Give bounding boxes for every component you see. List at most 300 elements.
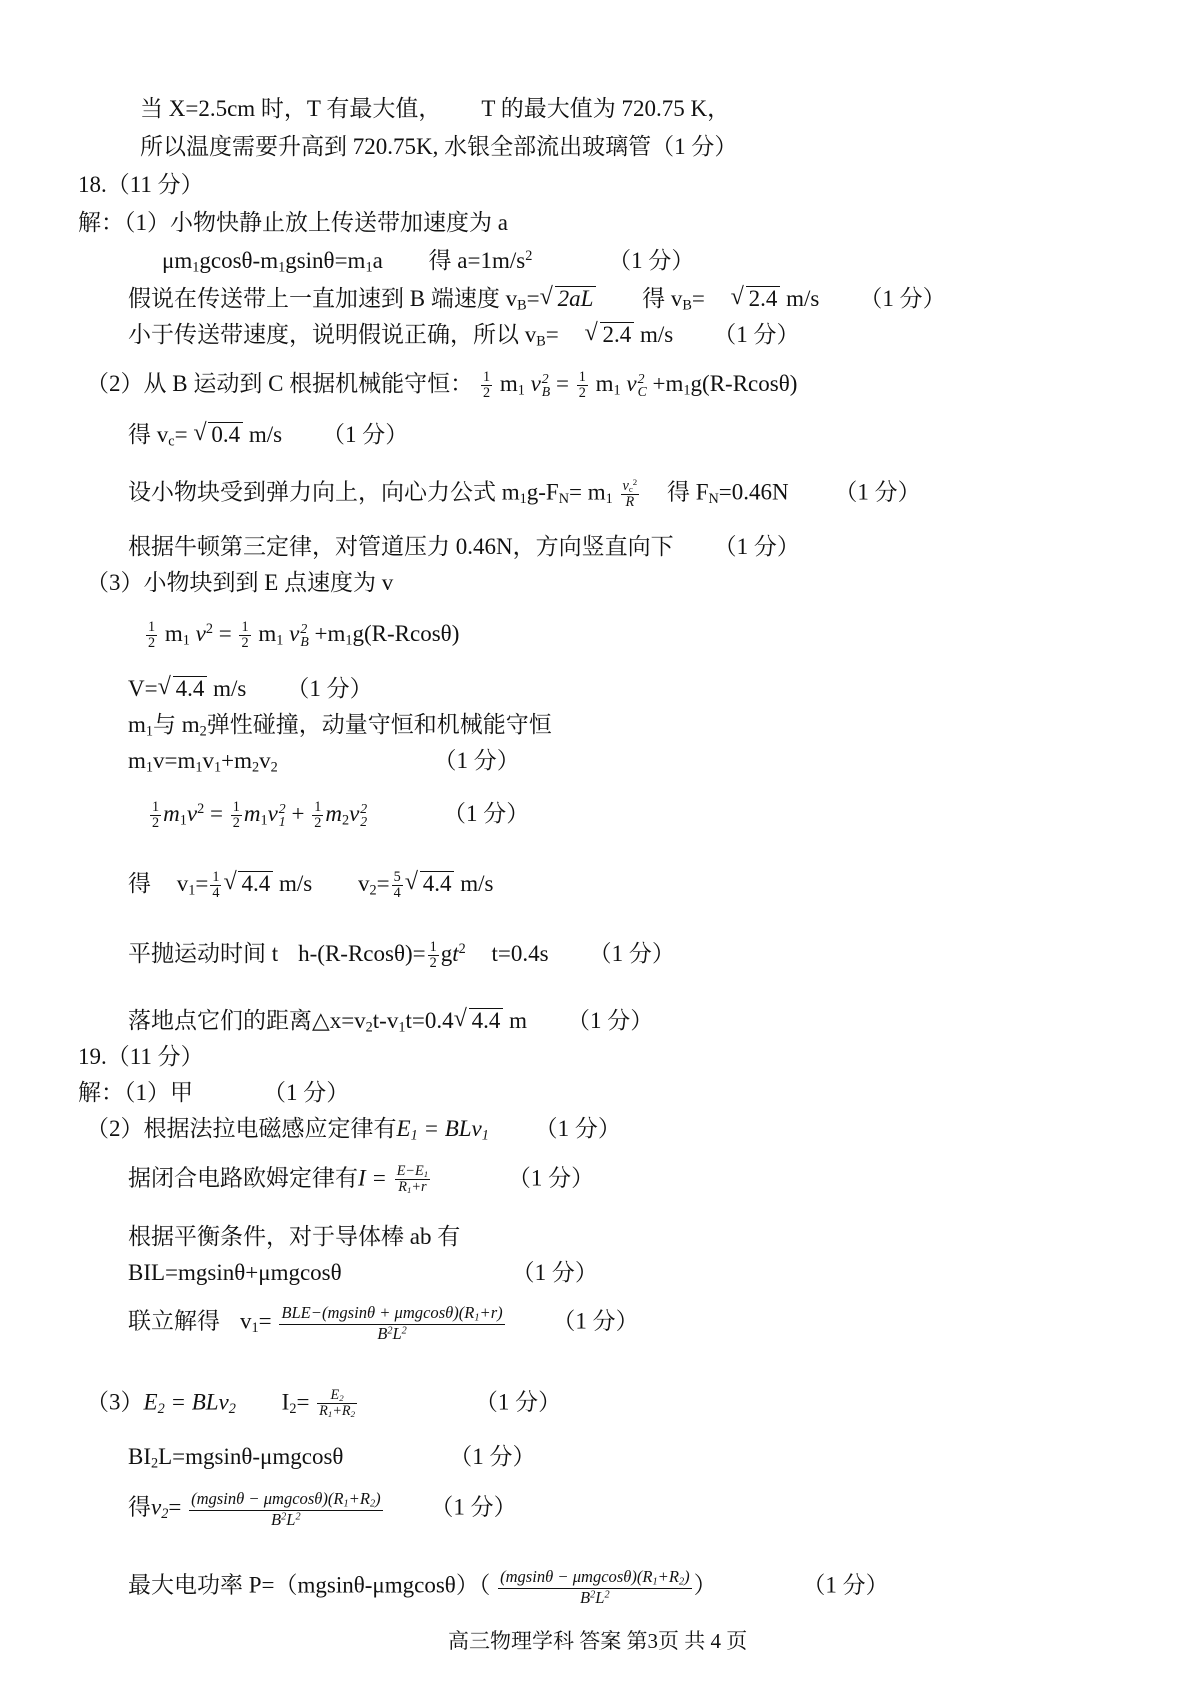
- square-root: [454, 1008, 504, 1033]
- text: ）: [693, 1572, 717, 1598]
- superscript: 2: [590, 1589, 596, 1601]
- subscript: N: [558, 491, 570, 507]
- equation-line: [128, 1164, 594, 1196]
- subscript: c: [168, 433, 175, 450]
- text: +r): [479, 1303, 503, 1322]
- score: （1 分）: [263, 1080, 350, 1105]
- text: L=mgsinθ-μmgcosθ: [158, 1444, 344, 1469]
- subscript: 1: [179, 812, 187, 829]
- text: = m: [569, 479, 606, 505]
- superscript: 2: [401, 1325, 407, 1337]
- text: L: [286, 1510, 296, 1530]
- text: m: [128, 748, 146, 773]
- subscript: 1: [406, 1185, 412, 1196]
- subscript: 2: [157, 1400, 165, 1417]
- score: （1 分）: [713, 534, 800, 559]
- radicand: 4.4: [173, 676, 208, 701]
- subscript: 1: [423, 1169, 429, 1180]
- subscript: N: [708, 491, 719, 507]
- subscript: 2: [341, 812, 350, 829]
- sub-superscript: [279, 802, 286, 828]
- text: 当 X=2.5cm 时，T 有最大值，: [140, 96, 442, 121]
- subscript: 1: [195, 759, 203, 776]
- text: 得 v: [642, 286, 683, 311]
- subscript: 1: [278, 259, 286, 276]
- variable: I =: [358, 1165, 387, 1191]
- subscript: 1: [260, 812, 268, 829]
- subscript: B: [300, 634, 309, 650]
- fraction: [231, 800, 242, 831]
- text: 假说在传送带上一直加速到 B 端速度 v: [128, 286, 518, 311]
- text: 最大电功率 P=（mgsinθ-μmgcosθ）（: [128, 1572, 491, 1598]
- equation-line: $\frac{1}{2}$ $m_1v^2$ = $\frac{1}{2}$ $m_1v$ 2 1 + $\frac{1}{2}$ $m_2v$ 2 2 （1 分）: [152, 799, 530, 831]
- fraction: [189, 1490, 383, 1529]
- radicand: 0.4: [208, 422, 243, 447]
- sub-superscript: [360, 802, 367, 828]
- text: BI: [128, 1444, 151, 1469]
- equation-line: [86, 370, 797, 401]
- radicand: 4.4: [420, 871, 455, 896]
- text: +m: [221, 748, 253, 773]
- equation-line: [144, 620, 459, 651]
- text-line: （3）小物块到到 E 点速度为 v: [86, 570, 394, 595]
- subscript: 1: [343, 1498, 349, 1510]
- text: m: [595, 370, 614, 396]
- text: +R: [348, 1489, 370, 1508]
- subscript: 2: [270, 759, 278, 776]
- text-line: [140, 96, 730, 121]
- text: I: [281, 1389, 290, 1415]
- subscript: 1: [481, 1127, 489, 1144]
- subscript: 1: [145, 723, 154, 740]
- text: 小于传送带速度，说明假说正确，所以 v: [128, 322, 537, 347]
- unit: m/s: [460, 870, 494, 896]
- variable: m: [243, 800, 261, 826]
- numerator: [317, 1388, 357, 1404]
- text: =: [174, 422, 188, 447]
- numerator: 1: [482, 369, 491, 385]
- unit: m/s: [640, 322, 674, 347]
- equation-line: [128, 478, 921, 510]
- text: R: [319, 1403, 328, 1420]
- text: m: [128, 712, 146, 737]
- superscript: 2: [632, 477, 638, 487]
- subscript: 1: [517, 382, 525, 399]
- subscript: 1: [145, 759, 154, 776]
- text: 与 m: [153, 712, 200, 737]
- numerator: [395, 1164, 430, 1180]
- text-line: [128, 712, 552, 740]
- text: v=m: [153, 748, 196, 773]
- radicand: 2.4: [746, 286, 781, 311]
- score: （1 分）: [552, 1308, 639, 1334]
- numerator: 1: [152, 799, 160, 815]
- page-footer: 高三物理学科 答案 第3页 共 4 页: [448, 1629, 748, 1653]
- fraction: [392, 870, 403, 901]
- numerator: [189, 1490, 383, 1511]
- score: （1 分）: [834, 479, 921, 505]
- denominator: [395, 1180, 430, 1195]
- text: =: [195, 870, 209, 896]
- text: v: [176, 870, 189, 896]
- denominator: [498, 1589, 692, 1606]
- text: gsinθ=m: [285, 248, 366, 273]
- equation-line: [128, 1008, 653, 1036]
- subscript: 2: [678, 1576, 685, 1588]
- numerator: [498, 1568, 692, 1589]
- unit: m/s: [213, 676, 247, 701]
- subscript: 2: [289, 1400, 297, 1417]
- text: 据闭合电路欧姆定律有: [128, 1165, 358, 1191]
- variable: E: [143, 1389, 158, 1415]
- text: (mgsinθ − μmgcosθ)(R: [191, 1489, 344, 1508]
- subscript: 1: [652, 1576, 658, 1588]
- score: （1 分）: [567, 1008, 654, 1033]
- subscript: 1: [276, 632, 284, 649]
- fraction: [146, 620, 157, 651]
- text: ): [375, 1489, 381, 1508]
- superscript: 2: [205, 620, 213, 637]
- superscript: 2: [300, 621, 308, 637]
- score: （1 分）: [608, 248, 695, 273]
- denominator: 2: [482, 384, 491, 401]
- text: ): [684, 1567, 690, 1586]
- text: (mgsinθ − μmgcosθ)(R: [500, 1567, 653, 1586]
- square-root: [223, 871, 273, 896]
- subscript: 1: [365, 259, 373, 276]
- sub-superscript: [300, 622, 308, 648]
- text: = BLv: [170, 1389, 229, 1415]
- subscript: 1: [251, 1320, 259, 1337]
- numerator: 1: [578, 369, 586, 385]
- fraction: [239, 620, 250, 651]
- variable: v: [186, 800, 198, 826]
- score: （1 分）: [859, 286, 946, 311]
- text: μm: [162, 248, 193, 273]
- text: （2）根据法拉电磁感应定律有: [86, 1116, 397, 1141]
- numerator: 1: [314, 799, 322, 815]
- variable: v: [267, 800, 278, 826]
- fraction: [312, 800, 323, 831]
- variable: E: [396, 1116, 411, 1141]
- variable: v: [530, 370, 541, 396]
- text: =: [209, 800, 223, 826]
- text: B: [377, 1324, 388, 1344]
- subscript: C: [637, 384, 647, 400]
- superscript: 2: [541, 371, 549, 387]
- superscript: 2: [295, 1511, 301, 1523]
- text: =: [376, 870, 390, 896]
- equation-line: [128, 286, 946, 314]
- variable: v: [195, 620, 206, 646]
- denominator: 4: [212, 884, 220, 901]
- text: =: [555, 370, 569, 396]
- subscript: 2: [252, 759, 260, 776]
- radicand: 2aL: [555, 286, 597, 311]
- text: =0.46N: [718, 479, 789, 505]
- text: g(R-Rcosθ): [352, 620, 460, 646]
- text: 根据牛顿第三定律，对管道压力 0.46N，方向竖直向下: [128, 534, 674, 559]
- subscript: 2: [199, 723, 207, 740]
- text: 得 a=1m/s: [428, 248, 526, 273]
- text: T 的最大值为 720.75 K，: [481, 96, 731, 121]
- score: （1 分）: [286, 676, 373, 701]
- text: +m: [652, 370, 684, 396]
- denominator: [317, 1404, 357, 1419]
- score: （1 分）: [430, 1494, 517, 1520]
- denominator: 2: [232, 814, 240, 831]
- fraction: [428, 940, 439, 971]
- equation-line: [128, 422, 408, 450]
- fraction: [395, 1164, 430, 1196]
- subscript: 1: [519, 491, 527, 507]
- variable: m: [325, 800, 342, 826]
- text: （3）: [86, 1389, 144, 1415]
- square-root: [158, 676, 208, 701]
- equation-line: [128, 1490, 517, 1529]
- text: +r: [411, 1179, 427, 1196]
- text: t=0.4s: [491, 940, 549, 966]
- text: +R: [332, 1403, 351, 1420]
- equation-line: [86, 1116, 621, 1144]
- variable: m: [163, 800, 180, 826]
- equation-line: [128, 676, 373, 701]
- subscript: B: [541, 384, 551, 400]
- score: （1 分）: [474, 1389, 562, 1415]
- text-line: [128, 534, 800, 559]
- question-heading: 19.（11 分）: [78, 1044, 204, 1069]
- subscript: 1: [345, 632, 353, 649]
- superscript: 2: [387, 1325, 393, 1337]
- subscript: 1: [192, 259, 200, 276]
- unit: m: [509, 1008, 527, 1033]
- numerator: 1: [429, 939, 437, 955]
- equation-line: [128, 1568, 889, 1607]
- numerator: 1: [212, 869, 220, 885]
- equation-line: [128, 1304, 639, 1343]
- unit: m/s: [786, 286, 820, 311]
- square-root: [405, 871, 455, 896]
- subscript: 1: [182, 632, 190, 649]
- subscript: 2: [365, 1019, 373, 1036]
- text: h-(R-Rcosθ)=: [298, 940, 426, 966]
- equation-line: [162, 248, 694, 276]
- text-line: 根据平衡条件，对于导体棒 ab 有: [128, 1224, 461, 1249]
- denominator: 2: [314, 814, 322, 831]
- text: m: [258, 620, 277, 646]
- score: （1 分）: [534, 1116, 621, 1141]
- text: E: [330, 1387, 340, 1403]
- equation-line: [128, 870, 493, 901]
- denominator: 2: [429, 954, 437, 971]
- subscript: 1: [188, 882, 196, 899]
- subscript: 2: [369, 1498, 376, 1510]
- denominator: 2: [152, 814, 160, 831]
- radicand: 2.4: [600, 322, 635, 347]
- numerator: 1: [148, 619, 156, 635]
- text: R: [398, 1179, 407, 1196]
- denominator: 2: [578, 384, 586, 401]
- equation-line: [128, 748, 520, 776]
- variable: v: [289, 620, 300, 646]
- subscript: 1: [605, 491, 613, 507]
- score: （1 分）: [511, 1260, 598, 1285]
- square-root: [731, 286, 781, 311]
- equation-line: [128, 940, 675, 971]
- subscript: 1: [214, 759, 222, 776]
- text-line: [128, 1260, 598, 1285]
- subscript: B: [536, 333, 546, 350]
- fraction: [621, 478, 640, 510]
- subscript: 2: [369, 882, 377, 899]
- subscript: 1: [683, 382, 691, 399]
- subscript: 2: [339, 1393, 344, 1404]
- score: （1 分）: [507, 1165, 595, 1191]
- text: 设小物块受到弹力向上，向心力公式 m: [128, 479, 520, 505]
- text: =: [168, 1494, 182, 1520]
- text: g: [440, 940, 453, 966]
- square-root: [585, 322, 635, 347]
- text: =: [526, 286, 540, 311]
- text: 弹性碰撞，动量守恒和机械能守恒: [206, 712, 552, 737]
- denominator: [279, 1325, 504, 1342]
- score: （1 分）: [588, 940, 675, 966]
- text: gcosθ-m: [199, 248, 279, 273]
- text: 得: [128, 1494, 151, 1520]
- numerator: [621, 478, 640, 495]
- variable: v: [151, 1494, 162, 1520]
- numerator: 1: [241, 619, 249, 635]
- text: g(R-Rcosθ): [690, 370, 798, 396]
- text: V=: [128, 676, 158, 701]
- variable: t: [452, 940, 459, 966]
- variable: v: [622, 477, 629, 494]
- text: a: [372, 248, 383, 273]
- text: t=0.4: [405, 1008, 454, 1033]
- equation-line: [86, 1388, 561, 1420]
- question-heading: 18.（11 分）: [78, 172, 204, 197]
- fraction: [498, 1568, 692, 1607]
- text: g-F: [526, 479, 559, 505]
- fraction: [279, 1304, 504, 1343]
- score: （1 分）: [433, 748, 520, 773]
- text: 联立解得: [128, 1308, 220, 1334]
- denominator: 2: [241, 634, 249, 651]
- text: BLE−(mgsinθ + μmgcosθ)(R: [281, 1303, 475, 1322]
- text: =: [218, 620, 232, 646]
- fraction: [481, 370, 492, 401]
- subscript: c: [628, 484, 633, 495]
- unit: m/s: [248, 422, 283, 447]
- subscript: 2: [350, 1409, 356, 1420]
- fraction: [577, 370, 588, 401]
- variable: v: [626, 370, 637, 396]
- text: 解：（1）甲: [78, 1080, 193, 1105]
- text: v: [240, 1308, 252, 1334]
- superscript: 2: [360, 801, 368, 817]
- text: 平抛运动时间 t: [128, 940, 279, 966]
- radicand: 4.4: [238, 871, 273, 896]
- numerator: 5: [393, 869, 401, 885]
- numerator: [279, 1304, 504, 1325]
- text: v: [259, 748, 271, 773]
- text: =: [691, 286, 705, 311]
- text: 得 v: [128, 422, 169, 447]
- text: 落地点它们的距离△x=v: [128, 1008, 366, 1033]
- text: v: [357, 870, 370, 896]
- superscript: 2: [525, 248, 533, 265]
- denominator: R: [625, 494, 635, 511]
- score: （1 分）: [802, 1572, 889, 1598]
- numerator: 1: [232, 799, 240, 815]
- score: （1 分）: [442, 800, 530, 826]
- text: 得: [128, 870, 151, 896]
- fraction: [317, 1388, 357, 1420]
- text: BIL=mgsinθ+μmgcosθ: [128, 1260, 342, 1285]
- fraction: [150, 800, 161, 831]
- text: E−E: [396, 1163, 424, 1179]
- text-line: [78, 1080, 349, 1105]
- text: =: [258, 1308, 272, 1334]
- subscript: 2: [161, 1506, 169, 1523]
- sub-superscript: [638, 372, 647, 398]
- superscript: 2: [604, 1589, 610, 1601]
- subscript: 1: [474, 1312, 480, 1324]
- text-line: 所以温度需要升高到 720.75K, 水银全部流出玻璃管（1 分）: [140, 134, 738, 159]
- text: L: [392, 1324, 402, 1344]
- subscript: B: [517, 297, 527, 314]
- subscript: 2: [360, 814, 368, 830]
- superscript: 2: [458, 940, 466, 957]
- equation-line: [128, 322, 799, 350]
- subscript: 1: [278, 814, 286, 830]
- superscript: 2: [637, 371, 645, 387]
- subscript: 1: [613, 382, 621, 399]
- score: （1 分）: [449, 1444, 536, 1469]
- superscript: 2: [281, 1511, 287, 1523]
- subscript: 1: [398, 1019, 406, 1036]
- subscript: 2: [228, 1400, 236, 1417]
- text: =: [296, 1389, 310, 1415]
- equation-line: [128, 1444, 535, 1472]
- text: m: [164, 620, 183, 646]
- text: L: [595, 1588, 605, 1608]
- fraction: [210, 870, 221, 901]
- text: m: [499, 370, 518, 396]
- denominator: [189, 1511, 383, 1528]
- text: = BLv: [423, 1116, 482, 1141]
- superscript: 2: [278, 801, 286, 817]
- subscript: 1: [327, 1409, 333, 1420]
- text: =: [545, 322, 559, 347]
- variable: v: [349, 800, 360, 826]
- text: v: [202, 748, 215, 773]
- text: B: [271, 1510, 282, 1530]
- text: （2）从 B 运动到 C 根据机械能守恒：: [86, 370, 474, 396]
- denominator: 4: [393, 884, 401, 901]
- text: +R: [657, 1567, 679, 1586]
- subscript: 1: [410, 1127, 418, 1144]
- score: （1 分）: [713, 322, 800, 347]
- denominator: 2: [148, 634, 156, 651]
- square-root: [193, 422, 243, 447]
- subscript: B: [682, 297, 692, 314]
- text: B: [580, 1588, 591, 1608]
- text: 得 F: [666, 479, 709, 505]
- subscript: 2: [151, 1455, 159, 1472]
- sub-superscript: [542, 372, 550, 398]
- unit: m/s: [278, 870, 313, 896]
